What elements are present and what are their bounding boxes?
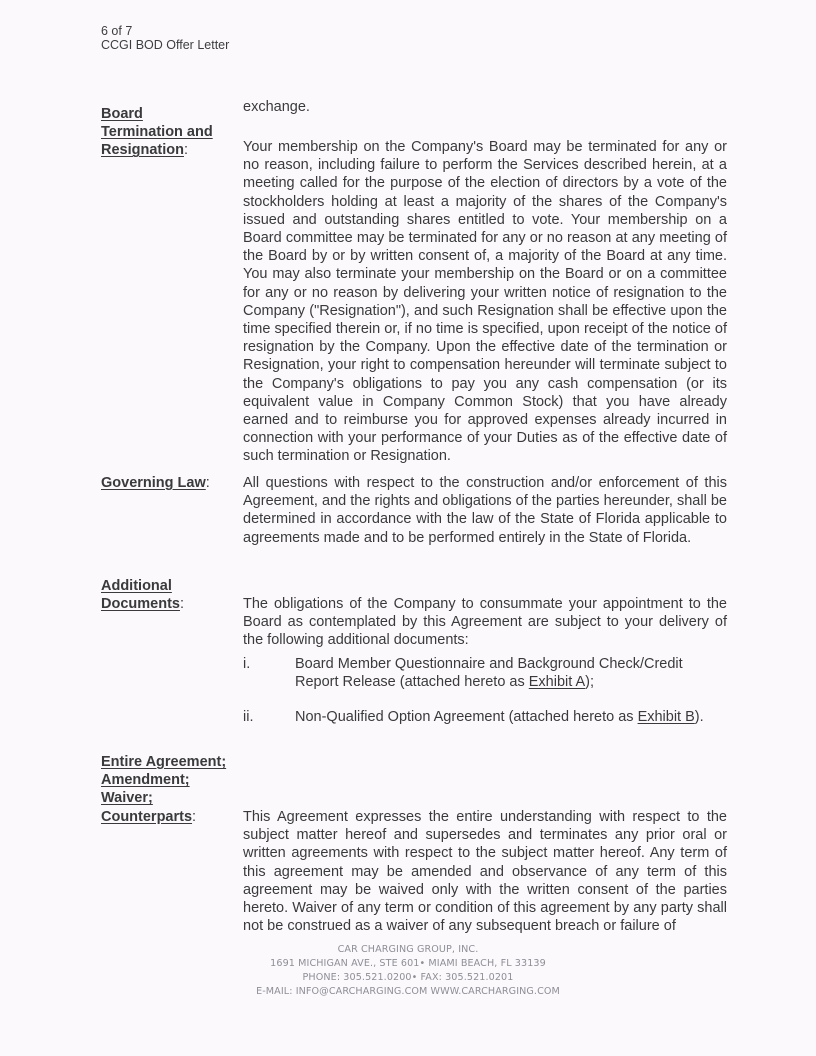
page-number: 6 of 7 [101,24,133,38]
label-line: Documents [101,596,180,613]
list-item-text: Non-Qualified Option Agreement (attached hereto as [295,709,638,725]
exhibit-a-link[interactable]: Exhibit A [528,674,586,691]
section-label-entire-agreement [101,753,241,826]
section-label-board-termination [101,105,241,160]
page-header [101,24,229,52]
label-line: Waiver; [101,790,153,807]
continuation-text: exchange. [243,99,310,115]
section-label-additional-documents [101,577,241,613]
section-label-governing-law [101,474,241,492]
footer-company: CAR CHARGING GROUP, INC. [337,944,479,955]
label-line: Counterparts [101,808,193,825]
section-text-entire-agreement: This Agreement expresses the entire understanding with respect to the subject matter hereof and supersedes and terminates any prior oral or written agreements with respect to the subject matter hereof. Any term of this agreement may be amended and observance of any term of this agreement may be waived only with the written consent of the parties hereto. Waiver of any term or condition of this agreement by any party shall not be construed as a waiver of any subsequent breach or failure of [243,809,727,935]
footer-phone: PHONE: 305.521.0200• FAX: 305.521.0201 [302,972,514,983]
section-text-board-termination: Your membership on the Company's Board may be terminated for any or no reason, including failure to perform the Services described herein, at a meeting called for the purpose of the election of directors by a vote of the stockholders holding at least a majority of the shares of the Company's issued and outstanding shares entitled to vote. Your membership on a Board committee may be terminated for any or no reason at any meeting of the Board by or by written consent of, a majority of the Board at any time. You may also terminate your membership on the Board or on a committee for any or no reason by delivering your written notice of resignation to the Company ("Resignation"), and such Resignation shall be effective upon the time specified therein or, if no time is specified, upon receipt of the notice of resignation by the Company. Upon the effective date of the termination or Resignation, your right to compensation hereunder will terminate subject to the Company's obligations to pay you any cash compensation (or its equivalent value in Company Common Stock) that you have already earned and to reimburse you for approved expenses already incurred in connection with your performance of your Duties as of the effective date of such termination or Resignation. [243,139,727,465]
label-line: Termination and [101,124,213,141]
section-text-governing-law: All questions with respect to the construction and/or enforcement of this Agreement, and the rights and obligations of the parties hereunder, shall be determined in accordance with the law of the State of Florida applicable to agreements made and to be performed entirely in the State of Florida. [243,475,727,546]
footer-email-web: E-MAIL: INFO@CARCHARGING.COM WWW.CARCHARGING.COM [256,986,560,997]
list-item-text: Board Member Questionnaire and Background Check/Credit [295,656,683,672]
list-item-number: i. [243,656,251,672]
exhibit-b-link[interactable]: Exhibit B [637,709,695,725]
document-title: CCGI BOD Offer Letter [101,38,230,52]
footer-address: 1691 MICHIGAN AVE., STE 601• MIAMI BEACH, FL 33139 [270,958,546,969]
label-line: Board [101,106,143,122]
list-item-text: Report Release (attached hereto as [295,674,529,691]
label-colon: : [205,475,210,491]
label-colon: : [179,596,184,613]
section-text-additional-documents: The obligations of the Company to consummate your appointment to the Board as contemplated by this Agreement are subject to your delivery of the following additional documents: [243,596,727,649]
label-line: Resignation [101,142,184,159]
list-item-suffix: ); [585,674,595,691]
letterhead-footer [0,943,816,999]
label-line: Additional [101,578,172,594]
list-item-suffix: ). [694,709,704,725]
label-line: Governing Law [101,475,206,491]
label-colon: : [192,808,197,825]
list-item-number: ii. [243,709,254,725]
label-colon: : [183,142,189,159]
label-line: Entire Agreement; [101,754,227,770]
label-line: Amendment; [101,772,190,789]
